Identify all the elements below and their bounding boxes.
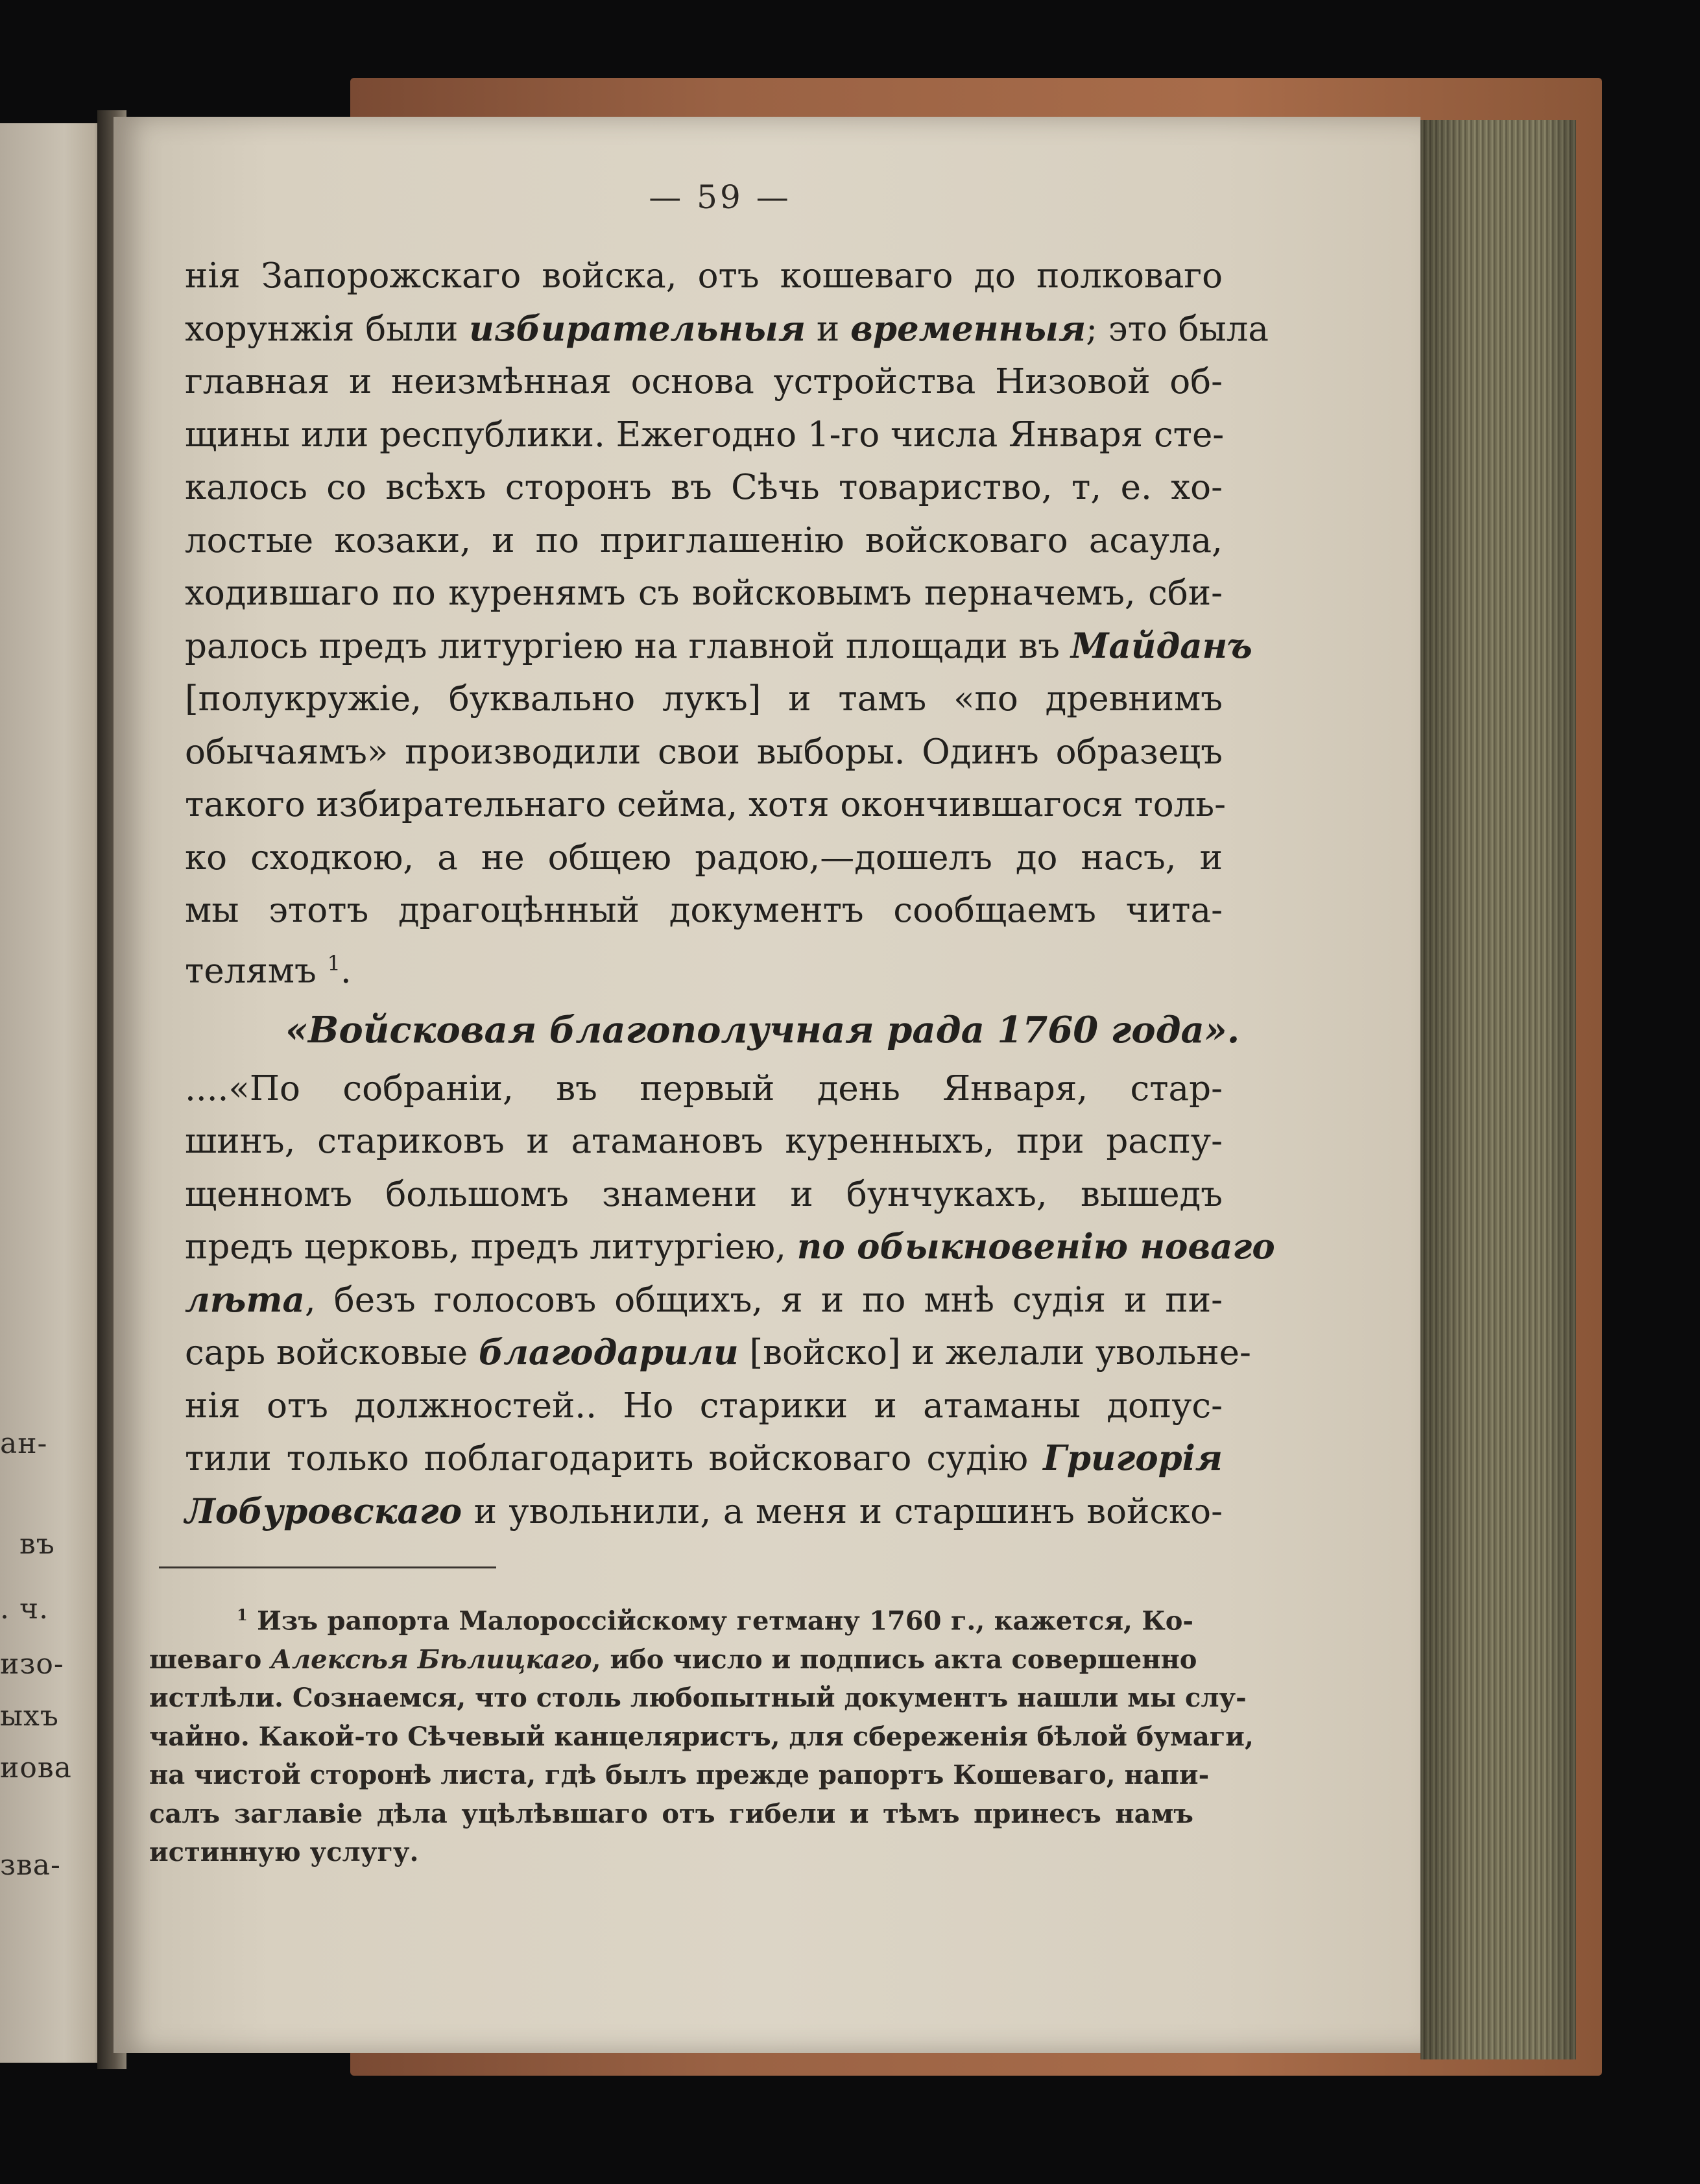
- left-page-fragment: ан-: [0, 1427, 48, 1460]
- text-line: лѣта, безъ голосовъ общихъ, я и по мнѣ судія и пи-: [185, 1279, 1223, 1320]
- page-number: — 59 —: [649, 178, 791, 216]
- page-body: [185, 250, 1275, 1538]
- footnote-line: шеваго Алексѣя Бѣлицкаго, ибо число и подпись акта совершенно: [149, 1644, 1197, 1675]
- footnote-mark: 1: [237, 1605, 248, 1624]
- footnote-ref: 1: [327, 951, 341, 976]
- emphasis: по обыкновенію новаго: [796, 1227, 1275, 1267]
- text-line: ралось предъ литургіею на главной площади въ Майданъ: [185, 625, 1252, 666]
- footnote-line: на чистой сторонѣ листа, гдѣ былъ прежде рапортъ Кошеваго, напи-: [149, 1760, 1210, 1791]
- text-line: лостые козаки, и по приглашенію войсковаго асаула,: [185, 520, 1223, 560]
- page-block-edges: [1420, 120, 1576, 2059]
- section-heading: «Войсковая благополучная рада 1760 года».: [285, 1008, 1240, 1051]
- emphasis: временныя: [850, 308, 1086, 349]
- footnote: [149, 1596, 1254, 1872]
- text-line: шинъ, стариковъ и атамановъ куренныхъ, при распу-: [185, 1122, 1223, 1162]
- text-line: сарь войсковые благодарили [войско] и желали увольне-: [185, 1332, 1251, 1373]
- left-page-fragment: изо-: [0, 1648, 64, 1681]
- text-line: тили только поблагодарить войсковаго судію Григорія: [185, 1438, 1223, 1479]
- text-line: ко сходкою, а не общею радою,—дошелъ до насъ, и: [185, 837, 1223, 878]
- text-line: щины или республики. Ежегодно 1-го числа Января сте-: [185, 414, 1225, 455]
- text-line: нія отъ должностей.. Но старики и атаманы допус-: [185, 1386, 1223, 1426]
- left-page-fragment: иова: [0, 1751, 72, 1784]
- text-line: ходившаго по куренямъ съ войсковымъ перначемъ, сби-: [185, 573, 1223, 613]
- emphasis: Майданъ: [1070, 625, 1252, 666]
- footnote-line: истлѣли. Сознаемся, что столь любопытный документъ нашли мы слу-: [149, 1683, 1247, 1714]
- left-page-fragment: зва-: [0, 1849, 61, 1882]
- text-line: нія Запорожскаго войска, отъ кошеваго до полковаго: [185, 256, 1223, 296]
- text-line: калось со всѣхъ сторонъ въ Сѣчь товариство, т, е. хо-: [185, 468, 1223, 507]
- text-line: обычаямъ» производили свои выборы. Одинъ образецъ: [185, 732, 1223, 772]
- text-line: главная и неизмѣнная основа устройства Низовой об-: [185, 362, 1223, 402]
- text-line: щенномъ большомъ знамени и бунчукахъ, вышедъ: [185, 1174, 1223, 1214]
- emphasis: благодарили: [478, 1332, 739, 1373]
- footnote-line: салъ заглавіе дѣла уцѣлѣвшаго отъ гибели и тѣмъ принесъ намъ: [149, 1798, 1193, 1829]
- emphasis: Алексѣя Бѣлицкаго: [270, 1644, 592, 1675]
- left-page-fragment: въ: [19, 1528, 55, 1561]
- emphasis: Лобуровскаго: [185, 1491, 462, 1531]
- text-line: такого избирательнаго сейма, хотя окончившагося толь-: [185, 785, 1227, 824]
- footnote-rule: [159, 1566, 496, 1568]
- text-line: [полукружіе, буквально лукъ] и тамъ «по древнимъ: [185, 679, 1223, 719]
- text-line: ....«По собраніи, въ первый день Января, стар-: [185, 1068, 1223, 1109]
- text-line: телямъ $^1$.: [185, 951, 352, 991]
- text-line: мы этотъ драгоцѣнный документъ сообщаемъ чита-: [185, 891, 1223, 930]
- left-page: [0, 123, 107, 2063]
- text-line: Лобуровскаго и увольнили, а меня и старшинъ войско-: [185, 1491, 1223, 1531]
- text-line: предъ церковь, предъ литургіею, по обыкновенію новаго: [185, 1227, 1275, 1267]
- emphasis: лѣта: [185, 1279, 305, 1320]
- text-line: хорунжія были избирательныя и временныя; это была: [185, 308, 1269, 349]
- left-page-fragment: ыхъ: [0, 1699, 59, 1733]
- left-page-fragment: . ч.: [0, 1592, 49, 1626]
- emphasis: Григорія: [1043, 1438, 1223, 1479]
- emphasis: избирательныя: [469, 308, 806, 349]
- footnote-line: чайно. Какой-то Сѣчевый канцеляристъ, для сбереженія бѣлой бумаги,: [149, 1721, 1254, 1752]
- footnote-line: $^1$ Изъ рапорта Малороссійскому гетману 1760 г., кажется, Ко-: [237, 1605, 1193, 1637]
- footnote-line: истинную услугу.: [149, 1837, 419, 1868]
